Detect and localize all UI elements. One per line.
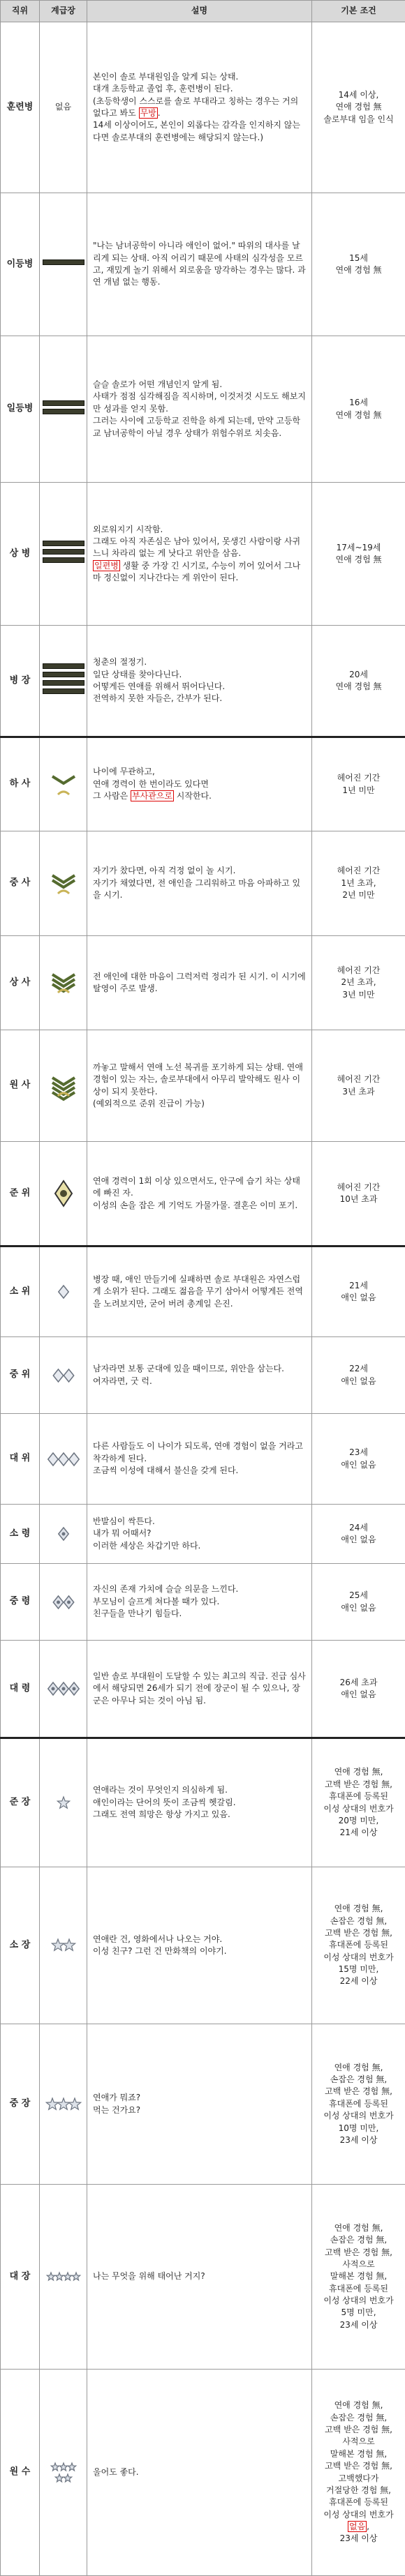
description-cell [87,1505,312,1564]
condition-cell: 헤어진 기간 2년 초과, 3년 미만 [312,936,405,1030]
description-line: (예외적으로 준위 진급이 가능) [93,1099,205,1108]
chevron-insignia-icon [40,1071,86,1101]
description-line: 연애 경력이 1회 이상 있으면서도, 안구에 습기 차는 상태에 빠진 자. [93,1176,300,1198]
table-row [1,1246,405,1337]
description-line: 자기가 채였다면, 전 애인을 그리워하고 마음 아파하고 있을 시기. [93,878,300,900]
condition-cell: 연애 경험 無, 손잡은 경험 無, 고백 받은 경험 無, 사적으로 말해본 경험 無, 휴대폰에 등록된 이성 상대의 번호가 5명 미만, 23세 이상 [312,2185,405,2370]
description-text [93,1784,306,1821]
diamond-insignia-icon [40,1587,86,1618]
rank-cell: 원 사 [1,1030,40,1142]
stripe-insignia-icon [43,257,84,268]
condition-text: 연애 경험 無, 손잡은 경험 無, 고백 받은 경험 無, 사적으로 말해본 경험 無, 고백 받은 경험 無, 고백했다가 거절당한 경험 無, 휴대폰에 등록된 이성 상대의 번호가 [323,2400,393,2519]
table-row [1,1867,405,2024]
description-cell [87,626,312,737]
stripe-insignia-icon [43,661,84,697]
table-row [1,1738,405,1867]
stripe [43,541,84,546]
highlighted-term: 없음 [348,2521,367,2532]
description-cell [87,936,312,1030]
rank-cell: 상 사 [1,936,40,1030]
insignia-cell [40,1414,87,1505]
rank-cell: 상 병 [1,483,40,626]
description-text [93,971,306,995]
table-row [1,831,405,936]
description-line: 까놓고 말해서 연애 노선 복귀를 포기하게 되는 상태. 연애 경험이 있는 자는, 솔로부대에서 아무리 발악해도 원사 이상이 되지 못한다. [93,1062,303,1097]
insignia-cell [40,626,87,737]
description-text [93,766,306,802]
table-row [1,1030,405,1142]
description-line: 나는 무엇을 위해 태어난 거지? [93,2271,205,2281]
rank-cell: 대 장 [1,2185,40,2370]
description-text [93,1062,306,1110]
insignia-cell [40,1337,87,1414]
description-cell [87,1142,312,1246]
condition-text: , 23세 이상 [340,2522,378,2543]
description-cell [87,22,312,193]
description-text [93,1934,306,1958]
highlighted-term: 일편병 [93,560,120,571]
stripe [43,549,84,555]
stripe [43,409,84,414]
chevron-insignia-icon [40,769,86,800]
description-line: 그래도 전역 희망은 항상 가지고 있음. [93,1809,230,1819]
header-insignia: 계급장 [40,1,87,22]
description-line: 14세 이상이어도, 본인이 외롭다는 감각을 인지하지 않는다면 솔로부대의 훈련병에는 해당되지 않는다.) [93,120,300,142]
description-cell [87,1246,312,1337]
rank-cell: 소 령 [1,1505,40,1564]
description-line: "나는 남녀공학이 아니라 애인이 없어." 따위의 대사를 날리게 되는 상태. 아직 어리기 때문에 사태의 심각성을 모르고, 재밌게 놀기 위해서 외로움을 망각하는 경우는 많다. 과연 개념 없는 행동. [93,241,306,287]
description-line: 울어도 좋다. [93,2467,139,2477]
description-text [93,1671,306,1707]
condition-cell: 20세 연애 경험 無 [312,626,405,737]
condition-cell: 헤어진 기간 10년 초과 [312,1142,405,1246]
condition-cell: 25세 애인 없음 [312,1564,405,1641]
insignia-cell [40,2370,87,2576]
description-line: 이러한 세상은 차갑기만 하다. [93,1541,200,1551]
description-line: 남자라면 보통 군대에 있을 때이므로, 위안을 삼는다. [93,1364,284,1373]
insignia-cell [40,1505,87,1564]
description-line: . [158,108,161,118]
description-line: 연애란 건, 영화에서나 나오는 거야. [93,1934,222,1944]
description-text [93,524,306,585]
stripe-insignia-icon [43,538,84,566]
highlighted-term: 무방 [139,107,158,119]
diamond-insignia-icon [40,1519,86,1549]
description-cell [87,1337,312,1414]
description-cell [87,193,312,336]
description-cell [87,1030,312,1142]
description-line: 외로워지기 시작함. [93,525,163,534]
insignia-cell [40,1142,87,1246]
rank-cell: 하 사 [1,737,40,831]
stripe [43,557,84,563]
rank-cell: 중 령 [1,1564,40,1641]
table-row [1,626,405,737]
description-line: 내가 뭐 어때서? [93,1528,152,1538]
description-cell [87,1738,312,1867]
description-line: 연애 경력이 한 번이라도 있다면 [93,779,209,789]
insignia-cell [40,336,87,483]
stripe [43,672,84,677]
description-line: 연애라는 것이 무엇인지 의심하게 됨. [93,1785,228,1795]
description-text [93,656,306,705]
description-text [93,240,306,289]
table-row [1,2185,405,2370]
rank-cell: 준 위 [1,1142,40,1246]
description-cell [87,2185,312,2370]
description-line: 다른 사람들도 이 나이가 되도록, 연애 경험이 없을 거라고 착각하게 된다. [93,1441,303,1463]
description-line: 전역하지 못한 자들은, 간부가 된다. [93,693,222,703]
header-description: 설명 [87,1,312,22]
table-row [1,1337,405,1414]
description-line: (초등학생이 스스로를 솔로 부대라고 칭하는 경우는 거의 없다고 봐도 [93,96,298,118]
condition-cell: 연애 경험 無, 손잡은 경험 無, 고백 받은 경험 無, 휴대폰에 등록된 이성 상대의 번호가 15명 미만, 22세 이상 [312,1867,405,2024]
header-rank: 직위 [1,1,40,22]
insignia-cell [40,1738,87,1867]
insignia-cell [40,483,87,626]
description-text [93,1516,306,1552]
description-line: 슬슬 솔로가 어떤 개념인지 알게 됨. [93,379,222,389]
stripe [43,688,84,694]
chevron-insignia-icon [40,868,86,899]
description-text [93,1440,306,1477]
highlighted-term: 부사관으로 [131,790,174,801]
insignia-cell [40,831,87,936]
insignia-cell [40,1030,87,1142]
condition-cell: 26세 초과 애인 없음 [312,1641,405,1738]
header-condition: 기본 조건 [312,1,405,22]
diamond-insignia-icon [40,1444,86,1475]
description-line: 조금씩 이성에 대해서 불신을 갖게 된다. [93,1466,238,1475]
rank-cell: 일등병 [1,336,40,483]
description-line: 그 사람은 [93,791,131,801]
description-line: 그러는 사이에 고등학교 진학을 하게 되는데, 만약 고등학교 남녀공학이 아닐 경우 상태가 위험수위로 치솟음. [93,416,300,437]
chevron-insignia-icon [40,967,86,998]
description-line: 연애가 뭐죠? [93,2093,140,2102]
table-row [1,22,405,193]
description-line: 나이에 무관하고, [93,767,155,776]
condition-cell: 헤어진 기간 3년 초과 [312,1030,405,1142]
table-row [1,1505,405,1564]
description-line: 친구들을 만나기 힘들다. [93,1609,182,1618]
description-cell [87,1414,312,1505]
description-cell [87,831,312,936]
description-line: 자기가 찼다면, 아직 걱정 없이 놀 시기. [93,866,235,875]
rank-cell: 준 장 [1,1738,40,1867]
chevron-insignia-icon [40,1178,86,1209]
table-row [1,1641,405,1738]
description-line: 생활 중 가장 긴 시기로, 수능이 끼어 있어서 그나마 정신없이 지나간다는 게 위안이 된다. [93,561,300,582]
table-row [1,936,405,1030]
insignia-cell: 없음 [40,22,87,193]
description-line: 이성 친구? 그런 건 만화책의 이야기. [93,1946,227,1956]
description-line: 대개 초등학교 졸업 후, 훈련병이 된다. [93,84,233,93]
rank-cell: 대 위 [1,1414,40,1505]
diamond-insignia-icon [40,1276,86,1307]
description-cell [87,483,312,626]
description-line: 자신의 존재 가치에 슬슬 의문을 느낀다. [93,1584,238,1594]
description-line: 어떻게든 연애를 위해서 뛰어다닌다. [93,681,225,691]
description-text [93,2270,306,2282]
description-line: 일단 상태를 찾아다닌다. [93,670,182,679]
stripe [43,663,84,669]
rank-cell: 병 장 [1,626,40,737]
description-cell [87,2370,312,2576]
insignia-cell [40,1564,87,1641]
rank-cell: 대 령 [1,1641,40,1738]
insignia-cell [40,737,87,831]
star-insignia-icon [40,1788,86,1818]
description-text [93,71,306,144]
insignia-cell [40,1867,87,2024]
rank-cell: 원 수 [1,2370,40,2576]
description-line: 이성의 손을 잡은 게 기억도 가물가물. 결혼은 이미 포기. [93,1200,297,1210]
insignia-cell [40,936,87,1030]
table-row [1,193,405,336]
condition-cell: 헤어진 기간 1년 미만 [312,737,405,831]
star-insignia-icon [40,1930,86,1961]
stripe-insignia-icon [43,398,84,417]
table-row [1,2370,405,2576]
description-text [93,2466,306,2478]
table-row [1,2024,405,2185]
description-cell [87,336,312,483]
condition-cell: 21세 애인 없음 [312,1246,405,1337]
condition-cell: 24세 애인 없음 [312,1505,405,1564]
description-line: 그래도 아직 자존심은 남아 있어서, 못생긴 사람이랑 사귀느니 차라리 없는 게 낫다고 위안을 삼음. [93,536,300,558]
star-insignia-icon [40,2457,86,2488]
description-line: 애인이라는 단어의 뜻이 조금씩 헷갈림. [93,1798,236,1807]
description-text [93,1583,306,1620]
stripe [43,259,84,265]
rank-cell: 이등병 [1,193,40,336]
star-insignia-icon [40,2261,86,2292]
description-text [93,865,306,901]
condition-cell: 연애 경험 無, 손잡은 경험 無, 고백 받은 경험 無, 휴대폰에 등록된 이성 상대의 번호가 10명 미만, 23세 이상 [312,2024,405,2185]
rank-cell: 중 장 [1,2024,40,2185]
rank-cell: 소 위 [1,1246,40,1337]
condition-cell: 23세 애인 없음 [312,1414,405,1505]
diamond-insignia-icon [40,1360,86,1391]
diamond-insignia-icon [40,1673,86,1704]
condition-cell: 22세 애인 없음 [312,1337,405,1414]
insignia-cell [40,193,87,336]
rank-cell: 중 위 [1,1337,40,1414]
description-cell [87,1564,312,1641]
description-line: 전 애인에 대한 마음이 그럭저럭 정리가 된 시기. 이 시기에 탈영이 주로 발생. [93,972,306,993]
description-line: 청춘의 절정기. [93,657,147,667]
insignia-cell [40,2185,87,2370]
description-cell [87,1867,312,2024]
description-text [93,1363,306,1387]
description-cell [87,2024,312,2185]
condition-cell: 17세~19세 연애 경험 無 [312,483,405,626]
table-row [1,1564,405,1641]
condition-cell [312,2370,405,2576]
description-cell [87,1641,312,1738]
insignia-cell [40,2024,87,2185]
description-cell [87,737,312,831]
description-line: 일반 솔로 부대원이 도달할 수 있는 최고의 직급. 진급 심사에서 해당되면 26세가 되기 전에 장군이 될 수 있으나, 장군은 아무나 되는 것이 아님 됨. [93,1671,306,1705]
condition-cell: 16세 연애 경험 無 [312,336,405,483]
table-row [1,336,405,483]
description-text [93,1274,306,1310]
description-line: 사태가 점점 심각해짐을 직시하며, 이것저것 시도도 해보지만 성과를 얻지 못함. [93,391,306,413]
condition-cell: 15세 연애 경험 無 [312,193,405,336]
description-line: 부모님이 슬프게 쳐다볼 때가 있다. [93,1597,219,1606]
insignia-cell [40,1246,87,1337]
table-row [1,1414,405,1505]
description-line: 시작한다. [174,791,212,801]
description-text [93,2092,306,2116]
description-line: 반발심이 싹튼다. [93,1516,155,1526]
description-text [93,379,306,439]
description-text [93,1175,306,1212]
table-row [1,483,405,626]
condition-cell: 연애 경험 無, 고백 받은 경험 無, 휴대폰에 등록된 이성 상대의 번호가 20명 미만, 21세 이상 [312,1738,405,1867]
stripe [43,400,84,406]
table-row [1,737,405,831]
description-line: 병장 때, 애인 만들기에 실패하면 솔로 부대원은 자연스럽게 소위가 된다. 그래도 젊음을 무기 삼아서 어떻게든 전역을 노려보지만, 굳어 버려 총계일 은진. [93,1274,303,1309]
rank-cell: 소 장 [1,1867,40,2024]
rank-cell: 훈련병 [1,22,40,193]
rank-cell: 중 사 [1,831,40,936]
header-row [1,1,405,22]
condition-cell: 14세 이상, 연애 경험 無 솔로부대 임을 인식 [312,22,405,193]
table-row [1,1142,405,1246]
insignia-cell [40,1641,87,1738]
description-line: 먹는 건가요? [93,2105,140,2115]
description-line: 여자라면, 굿 럭. [93,1376,152,1386]
description-line: 본인이 솔로 부대원임을 알게 되는 상태. [93,72,238,82]
stripe [43,680,84,686]
condition-cell: 헤어진 기간 1년 초과, 2년 미만 [312,831,405,936]
star-insignia-icon [40,2089,86,2120]
